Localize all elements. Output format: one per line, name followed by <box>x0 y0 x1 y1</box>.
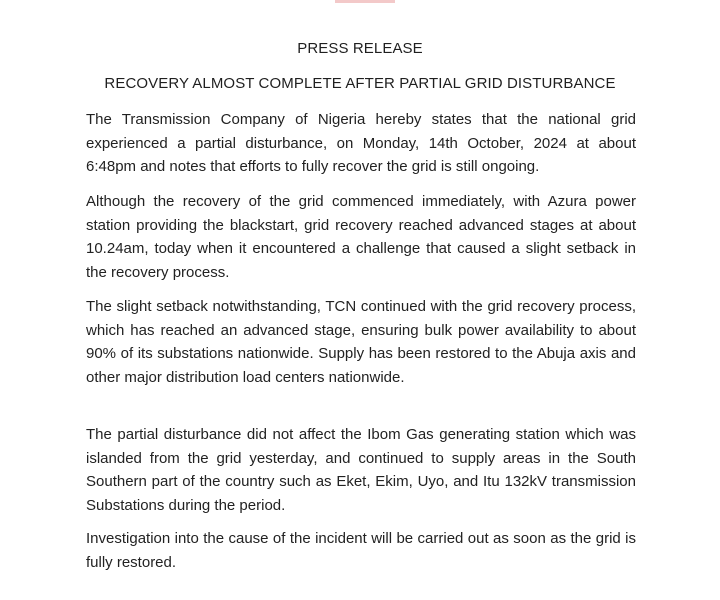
paragraph-2: Although the recovery of the grid commenced immediately, with Azura power station providing the blackstart, grid recovery reached advanced stages at about 10.24am, today when it encountered a challenge that caused a slight setback in the recovery process. <box>86 193 636 281</box>
document-title: RECOVERY ALMOST COMPLETE AFTER PARTIAL GRID DISTURBANCE <box>104 75 616 92</box>
paragraph-1: The Transmission Company of Nigeria hereby states that the national grid experienced a partial disturbance, on Monday, 14th October, 2024 at about 6:48pm and notes that efforts to fully recover the grid is still ongoing. <box>86 111 636 175</box>
document-label: PRESS RELEASE <box>297 40 423 57</box>
top-edge-mark <box>335 0 395 3</box>
paragraph-5: Investigation into the cause of the incident will be carried out as soon as the grid is fully restored. <box>86 530 636 571</box>
paragraph-4: The partial disturbance did not affect the Ibom Gas generating station which was islanded from the grid yesterday, and continued to supply areas in the South Southern part of the country such as Eket, Ekim, Uyo, and Itu 132kV transmission Substations during the period. <box>86 426 636 514</box>
paragraph-3: The slight setback notwithstanding, TCN continued with the grid recovery process, which has reached an advanced stage, ensuring bulk power availability to about 90% of its substations nationwide. Supply has been restored to the Abuja axis and other major distribution load centers nationwide. <box>86 298 636 386</box>
